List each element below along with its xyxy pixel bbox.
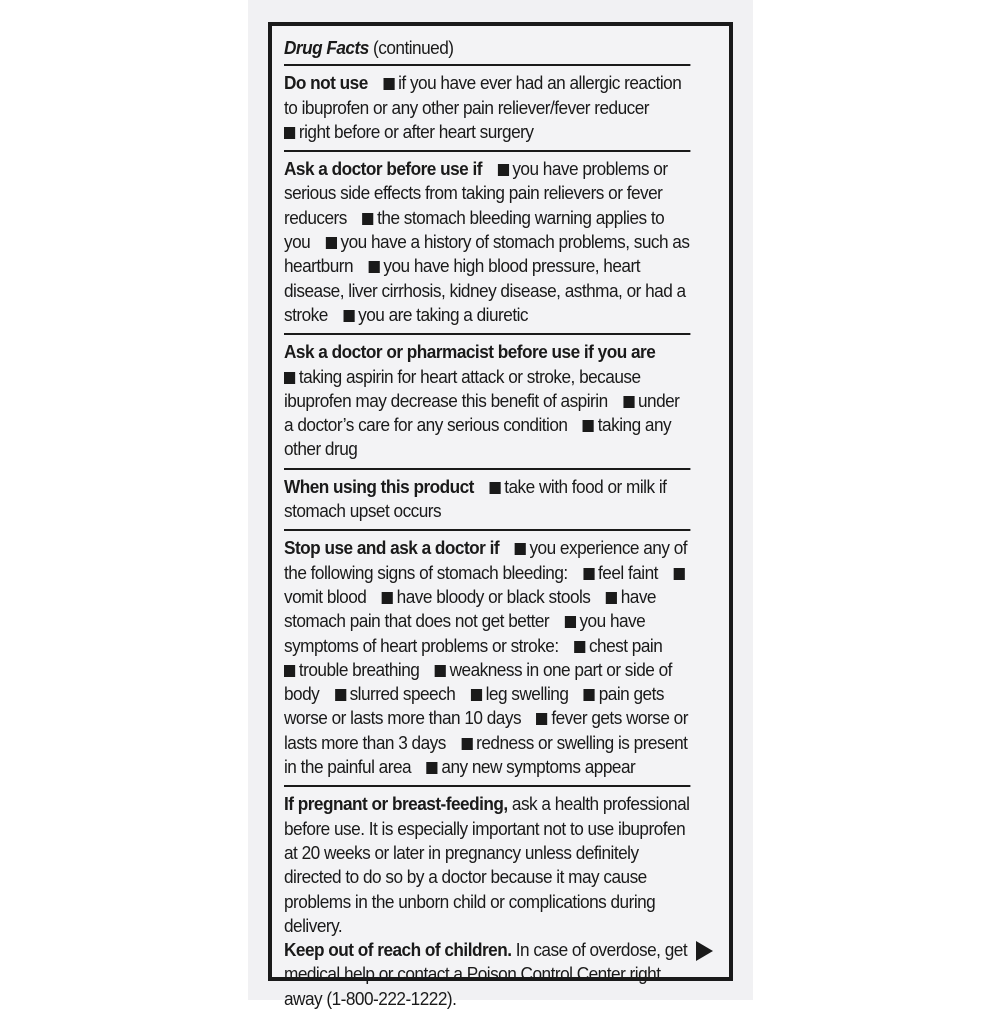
list-item: right before or after heart surgery <box>298 120 534 142</box>
section-ask-doctor <box>284 152 690 335</box>
bullet-icon <box>343 310 354 322</box>
ask-pharmacist-heading: Ask a doctor or pharmacist before use if you are <box>284 341 656 363</box>
when-using-heading: When using this product <box>284 475 474 497</box>
bullet-icon <box>673 568 684 580</box>
children-text: In case of overdose, get medical help or contact a Poison Control Center right away (1-800-222-1222). <box>284 939 688 1009</box>
section-pregnant-children <box>284 787 690 1017</box>
list-item: any new symptoms appear <box>441 756 636 778</box>
list-item: have stomach pain that does not get better <box>284 585 656 632</box>
children-heading: Keep out of reach of children. <box>284 939 512 961</box>
drug-facts-box <box>268 22 733 1009</box>
list-item: if you have ever had an allergic reaction to ibuprofen or any other pain reliever/fever reducer <box>284 72 682 118</box>
bullet-icon <box>584 689 595 701</box>
list-item: the stomach bleeding warning applies to you <box>284 206 665 253</box>
ask-doctor-heading: Ask a doctor before use if <box>284 158 483 180</box>
right-triangle-arrow-icon <box>696 941 713 961</box>
list-item: taking aspirin for heart attack or stroke, because ibuprofen may decrease this benefit of aspirin <box>284 365 641 411</box>
list-item: you have problems or serious side effects from taking pain relievers or fever reducers <box>284 158 668 228</box>
list-item: slurred speech <box>349 683 456 705</box>
list-item: take with food or milk if stomach upset occurs <box>284 475 667 522</box>
bullet-icon <box>623 396 634 408</box>
bullet-icon <box>427 762 438 774</box>
list-item: under a doctor’s care for any serious condition <box>284 389 680 436</box>
bullet-icon <box>435 665 446 677</box>
list-item: weakness in one part or side of body <box>284 658 672 705</box>
pregnant-heading: If pregnant or breast-feeding, <box>284 793 508 815</box>
drug-facts-title <box>284 36 690 60</box>
list-item: trouble breathing <box>298 658 420 680</box>
do-not-use-heading: Do not use <box>284 72 368 94</box>
bullet-icon <box>515 543 526 555</box>
pregnant-text: ask a health professional before use. It is especially important not to use ibuprofen at 20 weeks or later in pregnancy unless definitely directed to do so by a doctor because it may cause problems in the unborn child or complications during delivery. <box>284 793 690 936</box>
section-when-using <box>284 470 690 532</box>
list-item: leg swelling <box>485 683 569 705</box>
bullet-icon <box>574 641 585 653</box>
bullet-icon <box>284 127 295 139</box>
stop-use-heading: Stop use and ask a doctor if <box>284 537 500 559</box>
list-item: you experience any of the following signs of stomach bleeding: <box>284 537 688 583</box>
bullet-icon <box>461 738 472 750</box>
bullet-icon <box>335 689 346 701</box>
bullet-icon <box>583 420 594 432</box>
list-item: pain gets worse or lasts more than 10 days <box>284 683 664 729</box>
list-item: taking any other drug <box>284 414 672 460</box>
bullet-icon <box>362 213 373 225</box>
bullet-icon <box>565 616 576 628</box>
list-item: you have high blood pressure, heart disease, liver cirrhosis, kidney disease, asthma, or had a stroke <box>284 255 686 325</box>
bullet-icon <box>536 713 547 725</box>
bullet-icon <box>284 665 295 677</box>
list-item: redness or swelling is present in the painful area <box>284 731 688 778</box>
bullet-icon <box>489 482 500 494</box>
bullet-icon <box>284 372 295 384</box>
bullet-icon <box>383 78 394 90</box>
list-item: vomit blood <box>284 585 367 607</box>
bullet-icon <box>471 689 482 701</box>
title-heading: Drug Facts <box>284 37 369 58</box>
list-item: feel faint <box>597 561 658 583</box>
list-item: you have symptoms of heart problems or stroke: <box>284 610 646 656</box>
list-item: fever gets worse or lasts more than 3 days <box>284 707 688 753</box>
list-item: have bloody or black stools <box>396 585 591 607</box>
section-do-not-use <box>284 64 690 152</box>
bullet-icon <box>368 261 379 273</box>
bullet-icon <box>583 568 594 580</box>
bullet-icon <box>382 592 393 604</box>
bullet-icon <box>497 164 508 176</box>
section-stop-use <box>284 531 690 787</box>
section-ask-pharmacist <box>284 335 690 469</box>
list-item: chest pain <box>588 634 663 656</box>
title-continued: (continued) <box>373 37 454 58</box>
bullet-icon <box>606 592 617 604</box>
list-item: you have a history of stomach problems, such as heartburn <box>284 231 690 277</box>
list-item: you are taking a diuretic <box>358 303 528 325</box>
bullet-icon <box>326 237 337 249</box>
